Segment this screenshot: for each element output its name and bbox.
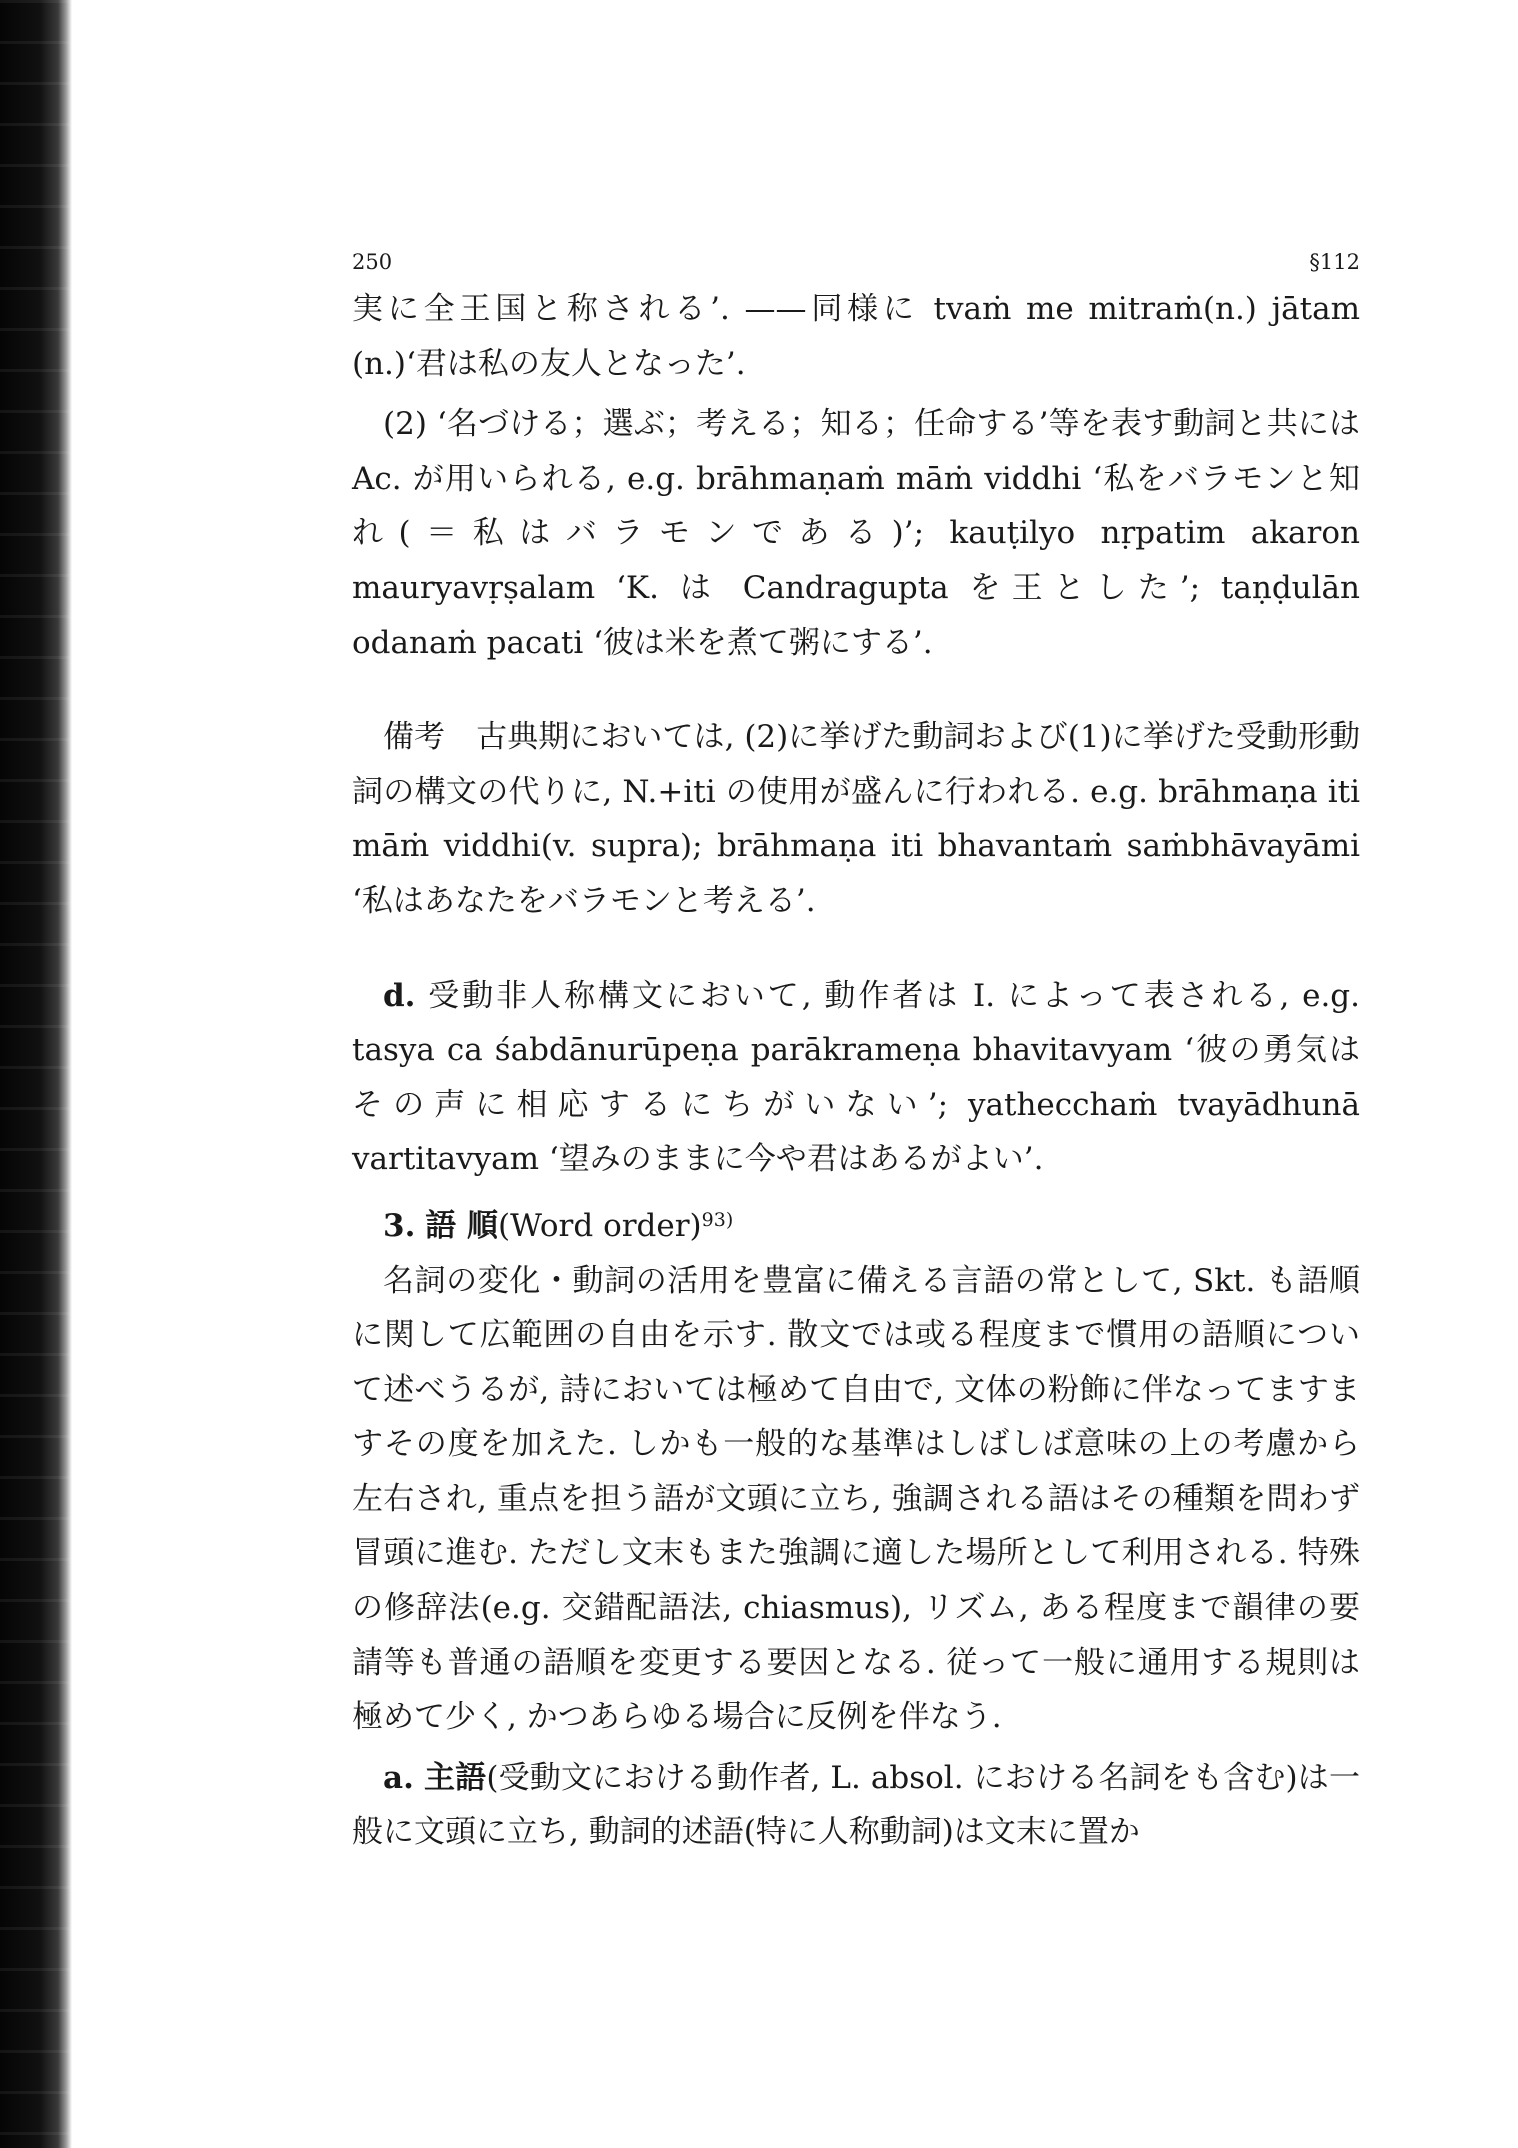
paragraph-word-order: 名詞の変化・動詞の活用を豊富に備える言語の常として, Skt. も語順に関して広範囲の自由を示す. 散文では或る程度まで慣用の語順について述べうるが, 詩においては極めて自由で, 文体の粉飾に伴なってますますその度を加えた. しかも一般的な基準はしばしば意味の上の考慮から左右され, 重点を担う語が文頭に立ち, 強調される語はその種類を問わず冒頭に進む. ただし文末もまた強調に適した場所として利用される. 特殊の修辞法(e.g. 交錯配語法, chiasmus), リズム, ある程度まで韻律の要請等も普通の語順を変更する要因となる. 従って一般に通用する規則は極めて少く, かつあらゆる場合に反例を伴なう. [352, 1262, 1360, 1736]
page-body [352, 282, 1360, 1860]
item-d-text: 受動非人称構文において, 動作者は I. によって表される, e.g. tasya ca śabdānurūpeṇa parākrameṇa bhavitavyam ‘彼の勇気はその声に相応するにちがいない’; yathecchaṁ tvayādhunā vartitavyam ‘望みのままに今や君はあるがよい’. [352, 977, 1360, 1178]
section-3-title: 語 順 [425, 1207, 499, 1244]
paragraph-continuation: 実に全王国と称される’. ——同様に tvaṁ me mitraṁ(n.) jātam (n.)‘君は私の友人となった’. [352, 291, 1360, 382]
section-3-number: 3. [383, 1207, 416, 1244]
remark-label: 備考 [383, 719, 446, 756]
section-3-subtitle: (Word order) [498, 1207, 702, 1244]
item-d-label: d. [383, 977, 416, 1014]
page-number: 250 [352, 250, 393, 274]
remark-text: 古典期においては, (2)に挙げた動詞および(1)に挙げた受動形動詞の構文の代りに, N.+iti の使用が盛んに行われる. e.g. brāhmaṇa iti māṁ viddhi(v. supra); brāhmaṇa iti bhavantaṁ saṁbhāvayāmi ‘私はあなたをバラモンと考える’. [352, 719, 1361, 919]
section-number: §112 [1309, 250, 1360, 274]
paragraph-item-2: (2) ‘名づける；選ぶ；考える；知る；任命する’等を表す動詞と共には Ac. が用いられる, e.g. brāhmaṇaṁ māṁ viddhi ‘私をバラモンと知れ(＝私はバラモンである)’; kauṭilyo nṛpatim akaron mauryavṛṣalam ‘K. は Candragupta を王とした’; taṇḍulān odanaṁ pacati ‘彼は米を煮て粥にする’. [352, 406, 1360, 661]
item-a-title: 主語 [423, 1759, 487, 1796]
section-3-heading [352, 1193, 1360, 1254]
paragraph-d [352, 969, 1360, 1187]
scan-binding-streaks [0, 0, 70, 2148]
running-header [352, 242, 1360, 282]
item-a-text: (受動文における動作者, L. absol. における名詞をも含む)は一般に文頭に立ち, 動詞的述語(特に人称動詞)は文末に置か [352, 1759, 1360, 1851]
book-page [352, 242, 1360, 1860]
item-a-label: a. [383, 1759, 414, 1796]
footnote-ref-93: 93) [701, 1208, 734, 1231]
remark-paragraph [352, 710, 1360, 928]
paragraph-a [352, 1751, 1360, 1860]
